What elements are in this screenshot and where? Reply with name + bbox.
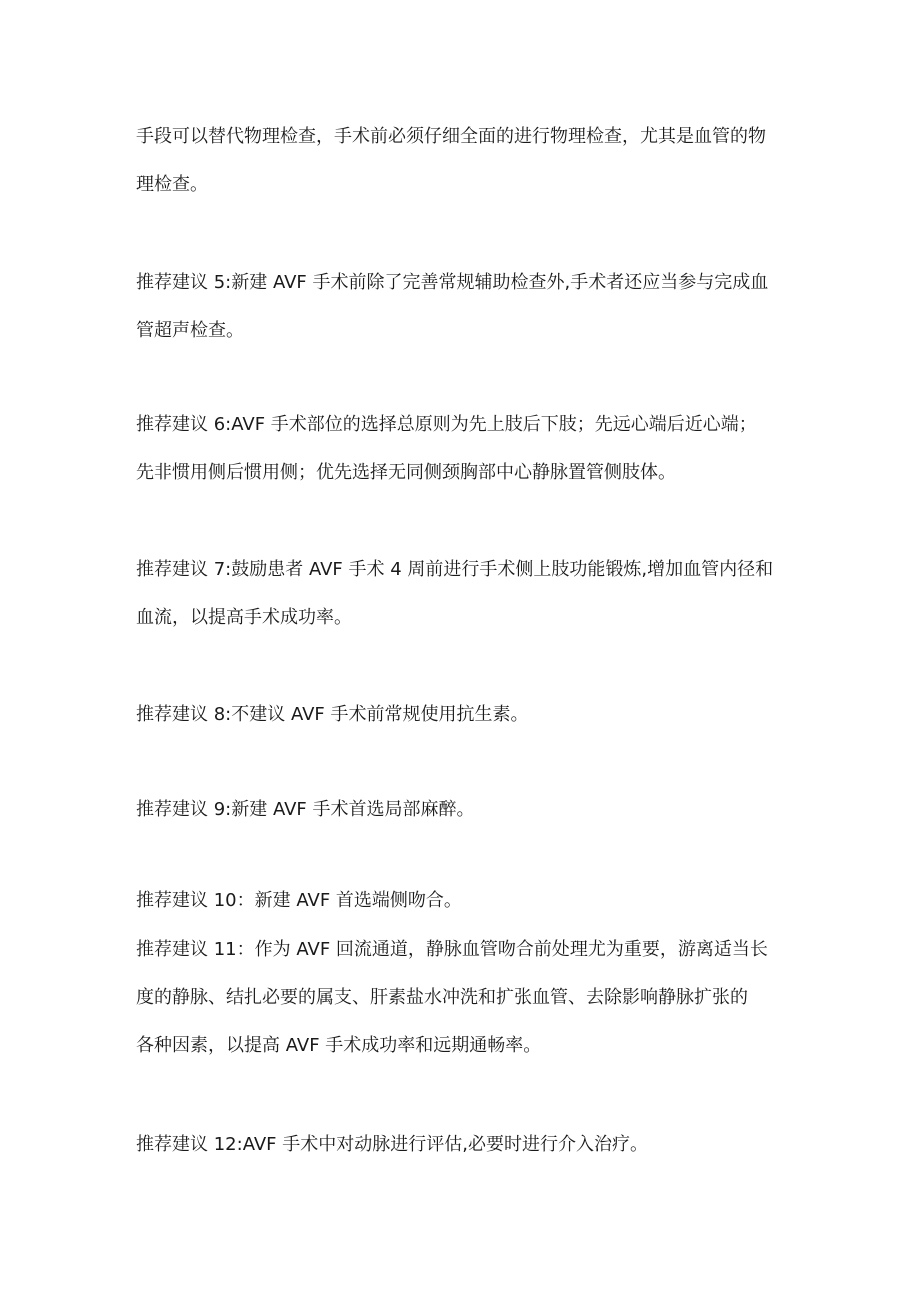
text-line: 推荐建议 5:新建 AVF 手术前除了完善常规辅助检查外,手术者还应当参与完成血 — [136, 272, 769, 293]
paragraph-recommendation-12 — [136, 1121, 786, 1169]
text-line: 各种因素，以提高 AVF 手术成功率和远期通畅率。 — [136, 1035, 542, 1056]
text-line: 血流，以提高手术成功率。 — [136, 607, 352, 628]
text-line: 手段可以替代物理检查，手术前必须仔细全面的进行物理检查，尤其是血管的物 — [136, 126, 766, 147]
paragraph-recommendation-6 — [136, 401, 786, 497]
text-line: 推荐建议 9:新建 AVF 手术首选局部麻醉。 — [136, 799, 475, 820]
paragraph-recommendation-11 — [136, 926, 786, 1070]
text-line: 度的静脉、结扎必要的属支、肝素盐水冲洗和扩张血管、去除影响静脉扩张的 — [136, 987, 748, 1008]
paragraph-recommendation-10 — [136, 877, 786, 925]
text-line: 推荐建议 8:不建议 AVF 手术前常规使用抗生素。 — [136, 704, 529, 725]
text-line: 推荐建议 7:鼓励患者 AVF 手术 4 周前进行手术侧上肢功能锻炼,增加血管内径和 — [136, 559, 774, 580]
text-line: 推荐建议 11：作为 AVF 回流通道，静脉血管吻合前处理尤为重要，游离适当长 — [136, 939, 768, 960]
paragraph-intro — [136, 113, 786, 209]
paragraph-recommendation-5 — [136, 259, 786, 355]
text-line: 先非惯用侧后惯用侧；优先选择无同侧颈胸部中心静脉置管侧肢体。 — [136, 462, 676, 483]
paragraph-recommendation-9 — [136, 786, 786, 834]
text-line: 管超声检查。 — [136, 320, 244, 341]
text-line: 推荐建议 10：新建 AVF 首选端侧吻合。 — [136, 890, 462, 911]
text-line: 理检查。 — [136, 174, 208, 195]
paragraph-recommendation-8 — [136, 691, 786, 739]
text-line: 推荐建议 12:AVF 手术中对动脉进行评估,必要时进行介入治疗。 — [136, 1134, 648, 1155]
paragraph-recommendation-7 — [136, 546, 786, 642]
text-line: 推荐建议 6:AVF 手术部位的选择总原则为先上肢后下肢；先远心端后近心端； — [136, 414, 757, 435]
